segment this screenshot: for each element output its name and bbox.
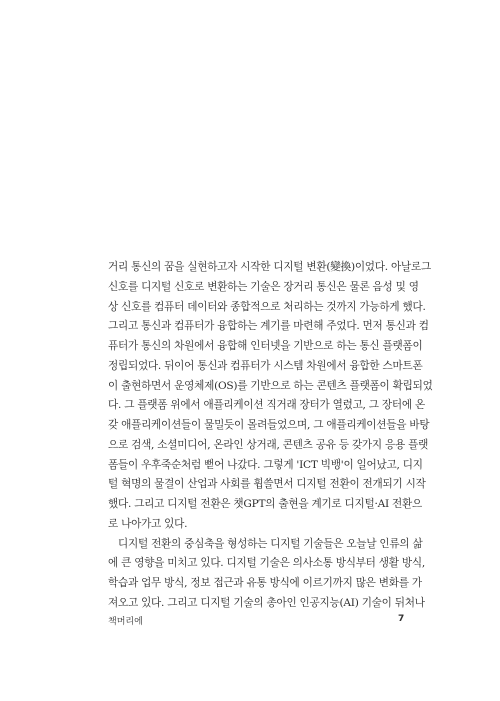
- text-line: 폼들이 우후죽순처럼 뻗어 나갔다. 그렇게 'ICT 빅뱅'이 일어났고, 디지: [108, 458, 423, 471]
- text-line: 그리고 통신과 컴퓨터가 융합하는 계기를 마련해 주었다. 먼저 통신과 컴: [108, 320, 429, 333]
- text-line: 디지털 전환의 중심축을 형성하는 디지털 기술들은 오늘날 인류의 삶: [118, 537, 423, 550]
- text-line: 에 큰 영향을 미치고 있다. 디지털 기술은 의사소통 방식부터 생활 방식,: [108, 557, 425, 570]
- running-footer-title: 책머리에: [108, 617, 143, 627]
- text-line: 다. 그 플랫폼 위에서 애플리케이션 직거래 장터가 열렸고, 그 장터에 온: [108, 399, 425, 412]
- text-line: 털 혁명의 물결이 산업과 사회를 휩쓸면서 디지털 전환이 전개되기 시작: [108, 478, 426, 491]
- text-line: 학습과 업무 방식, 정보 접근과 유통 방식에 이르기까지 많은 변화를 가: [108, 577, 422, 589]
- text-line: 상 신호를 컴퓨터 데이터와 종합적으로 처리하는 것까지 가능하게 했다.: [108, 300, 426, 313]
- text-line: 이 출현하면서 운영체제(OS)를 기반으로 하는 콘텐츠 플랫폼이 확립되었: [108, 379, 433, 392]
- text-line: 로 나아가고 있다.: [108, 517, 188, 530]
- text-line: 으로 검색, 소셜미디어, 온라인 상거래, 콘텐츠 공유 등 갖가지 응용 플랫: [108, 438, 429, 451]
- text-line: 져오고 있다. 그리고 디지털 기술의 총아인 인공지능(AI) 기술이 뒤처나: [108, 596, 425, 609]
- text-line: 했다. 그리고 디지털 전환은 챗GPT의 출현을 계기로 디지털·AI 전환으: [108, 498, 423, 510]
- text-line: 퓨터가 통신의 차원에서 융합해 인터넷을 기반으로 하는 통신 플랫폼이: [108, 340, 423, 352]
- page-number: 7: [398, 614, 405, 624]
- body-text: [108, 258, 433, 614]
- text-line: 갖 애플리케이션들이 물밀듯이 몰려들었으며, 그 애플리케이션들을 바탕: [108, 419, 430, 431]
- text-line: 거리 통신의 꿈을 실현하고자 시작한 디지털 변환(變換)이었다. 아날로그: [108, 261, 431, 273]
- text-line: 신호를 디지털 신호로 변환하는 기술은 장거리 통신은 물론 음성 및 영: [108, 280, 419, 293]
- text-line: 정립되었다. 뒤이어 통신과 컴퓨터가 시스템 차원에서 융합한 스마트폰: [108, 359, 423, 372]
